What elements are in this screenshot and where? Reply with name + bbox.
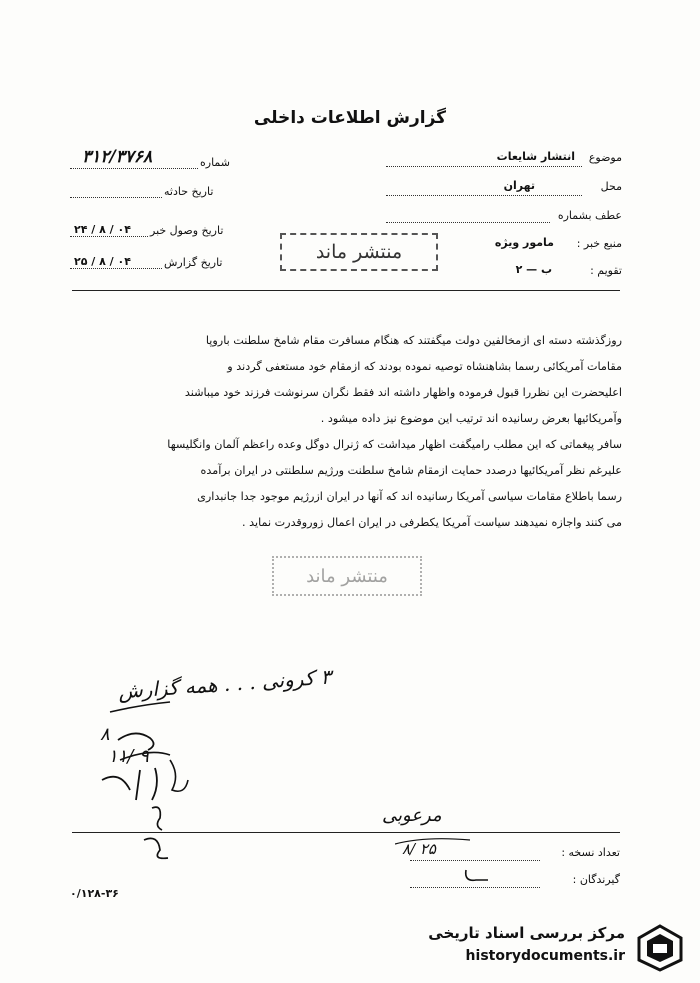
place-value: تهران xyxy=(503,179,535,192)
received-date-line xyxy=(70,236,148,237)
body-line-2: مقامات آمریکائی رسما بشاهنشاه توصیه نموده بودند که ازمقام خود مستعفی گردند و xyxy=(227,360,622,373)
received-date-label: تاریخ وصول خبر xyxy=(150,224,224,237)
rating-value: ب — ۲ xyxy=(515,263,552,276)
place-label: محل xyxy=(600,180,622,193)
subject-value: انتشار شایعات xyxy=(496,150,575,163)
incident-date-line xyxy=(70,197,162,198)
footer-divider xyxy=(72,832,620,833)
body-line-3: اعلیحضرت این نظررا قبول فرموده واظهار داشته اند فقط نگران سرنوشت فرزند خود میباشند xyxy=(184,386,622,399)
handwritten-mark-lower xyxy=(132,800,192,870)
reference-line xyxy=(386,222,550,223)
archive-number: ۰/۱۲۸-۳۶ xyxy=(70,887,119,900)
report-date-line xyxy=(70,268,162,269)
body-line-6: علیرغم نظر آمریکائیها درصدد حمایت ازمقام شامخ سلطنت ورژیم سلطنتی در ایران برآمده xyxy=(200,464,622,477)
received-date-value: ۲۴ / ۸ / ۰۴ xyxy=(74,223,131,236)
number-label: شماره xyxy=(200,156,231,169)
handwritten-signature: مرعوبی xyxy=(382,805,442,826)
body-line-4: وآمریکائیها بعرض رسانیده اند ترتیب این موضوع نیز داده میشود . xyxy=(320,412,622,425)
number-value: ۳۱۲/۳۷۶۸ xyxy=(82,147,153,167)
copies-line xyxy=(410,860,540,861)
watermark xyxy=(415,916,695,978)
handwritten-note-main: ۳ کرونی . . . همه گزارش xyxy=(117,664,333,704)
rating-label: تقویم : xyxy=(590,264,622,277)
body-line-8: می کنند واجازه نمیدهند سیاست آمریکا یکطرفی در ایران اعمال زوروقدرت نماید . xyxy=(241,516,622,529)
watermark-logo-icon xyxy=(633,920,687,974)
reference-label: عطف بشماره xyxy=(557,209,622,222)
handwritten-note-c: ۱۱/ ۹ xyxy=(108,746,149,767)
watermark-text-fa: مرکز بررسی اسناد تاریخی xyxy=(428,924,625,942)
handwritten-note-b: ۸ xyxy=(100,724,110,745)
report-date-label: تاریخ گزارش xyxy=(164,256,223,269)
body-line-1: روزگذشته دسته ای ازمخالفین دولت میگفتند که هنگام مسافرت مقام شامخ سلطنت باروپا xyxy=(205,334,622,347)
header-divider xyxy=(72,290,620,291)
subject-label: موضوع xyxy=(588,151,622,164)
incident-date-label: تاریخ حادثه xyxy=(164,185,214,198)
watermark-text-en: historydocuments.ir xyxy=(465,948,625,964)
document-title: گزارش اطلاعات داخلی xyxy=(253,108,447,128)
distribution-stamp-top: منتشر ماند xyxy=(280,233,438,271)
number-line xyxy=(70,168,198,169)
place-line xyxy=(386,195,582,196)
source-label: منبع خبر : xyxy=(576,237,622,250)
subject-line xyxy=(386,166,582,167)
recipients-label: گیرندگان : xyxy=(572,873,620,886)
handwritten-date: ۸/ ۲۵ xyxy=(402,840,436,858)
copies-label: تعداد نسخه : xyxy=(561,846,620,859)
body-line-5: سافر پیغماتی که این مطلب رامیگفت اظهار میداشت که ژنرال دوگل وعده راعظم آلمان وانگلیسها xyxy=(167,438,622,451)
recipient-mark xyxy=(462,866,492,888)
distribution-stamp-middle: منتشر ماند xyxy=(272,556,422,596)
report-date-value: ۲۵ / ۸ / ۰۴ xyxy=(74,255,131,268)
source-value: مامور ویژه xyxy=(494,236,554,249)
body-line-7: رسما باطلاع مقامات سیاسی آمریکا رسانیده اند که آنها در ایران ازرژیم موجود جدا جانبداری xyxy=(197,490,622,503)
